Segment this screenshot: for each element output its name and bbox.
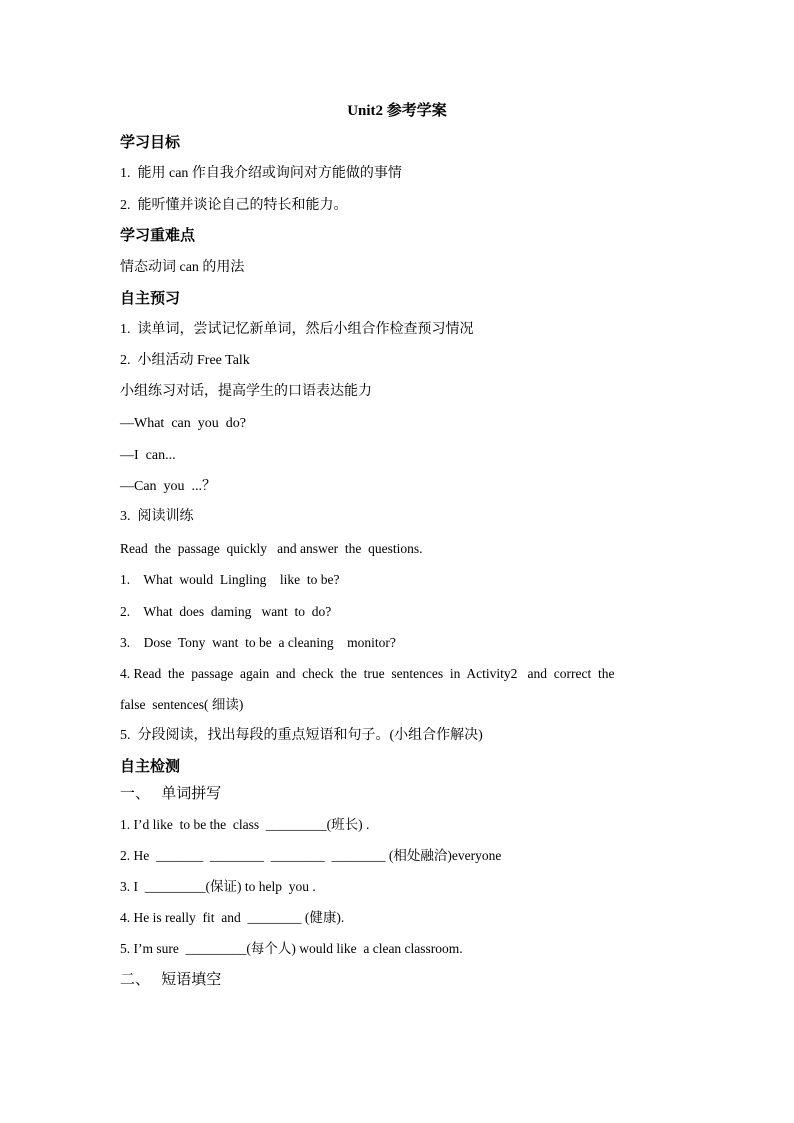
page-title: Unit2 参考学案 bbox=[347, 103, 447, 119]
question-item: 3. Dose Tony want to be a cleaning monitor? bbox=[120, 635, 396, 650]
goal-item: 2. 能听懂并谈论自己的特长和能力。 bbox=[120, 198, 348, 213]
preview-item: 小组练习对话，提高学生的口语表达能力 bbox=[120, 384, 372, 399]
spelling-item: 4. He is really fit and ________ (健康). bbox=[120, 910, 345, 925]
question-item: 4. Read the passage again and check the true sentences in Activity2 and correct the bbox=[120, 666, 615, 681]
dialog-line: —I can... bbox=[120, 448, 176, 463]
key-points-heading: 学习重难点 bbox=[120, 228, 196, 244]
reading-intro: Read the passage quickly and answer the questions. bbox=[120, 541, 423, 556]
preview-item: 2. 小组活动 Free Talk bbox=[120, 353, 250, 368]
preview-item: 1. 读单词，尝试记忆新单词，然后小组合作检查预习情况 bbox=[120, 322, 474, 337]
part-one-heading: 一、 单词拼写 bbox=[120, 786, 222, 802]
key-point-item: 情态动词 can 的用法 bbox=[120, 260, 245, 275]
spelling-item: 3. I _________(保证) to help you . bbox=[120, 879, 316, 894]
spelling-item: 2. He _______ ________ ________ ________ (相处融洽)everyone bbox=[120, 848, 502, 863]
goals-heading: 学习目标 bbox=[120, 135, 181, 151]
question-item: false sentences( 细读) bbox=[120, 697, 244, 712]
dialog-line: —What can you do? bbox=[120, 416, 246, 431]
spelling-item: 1. I’d like to be the class _________(班长) . bbox=[120, 817, 370, 832]
preview-heading: 自主预习 bbox=[120, 291, 181, 307]
question-item: 1. What would Lingling like to be? bbox=[120, 572, 340, 587]
dialog-line: —Can you ...？ bbox=[120, 479, 217, 494]
question-item: 5. 分段阅读，找出每段的重点短语和句子。(小组合作解决) bbox=[120, 728, 483, 743]
reading-heading: 3. 阅读训练 bbox=[120, 509, 194, 524]
spelling-item: 5. I’m sure _________(每个人) would like a clean classroom. bbox=[120, 941, 463, 956]
question-item: 2. What does daming want to do? bbox=[120, 604, 332, 619]
self-check-heading: 自主检测 bbox=[120, 759, 181, 775]
goal-item: 1. 能用 can 作自我介绍或询问对方能做的事情 bbox=[120, 166, 402, 181]
part-two-heading: 二、 短语填空 bbox=[120, 972, 222, 988]
